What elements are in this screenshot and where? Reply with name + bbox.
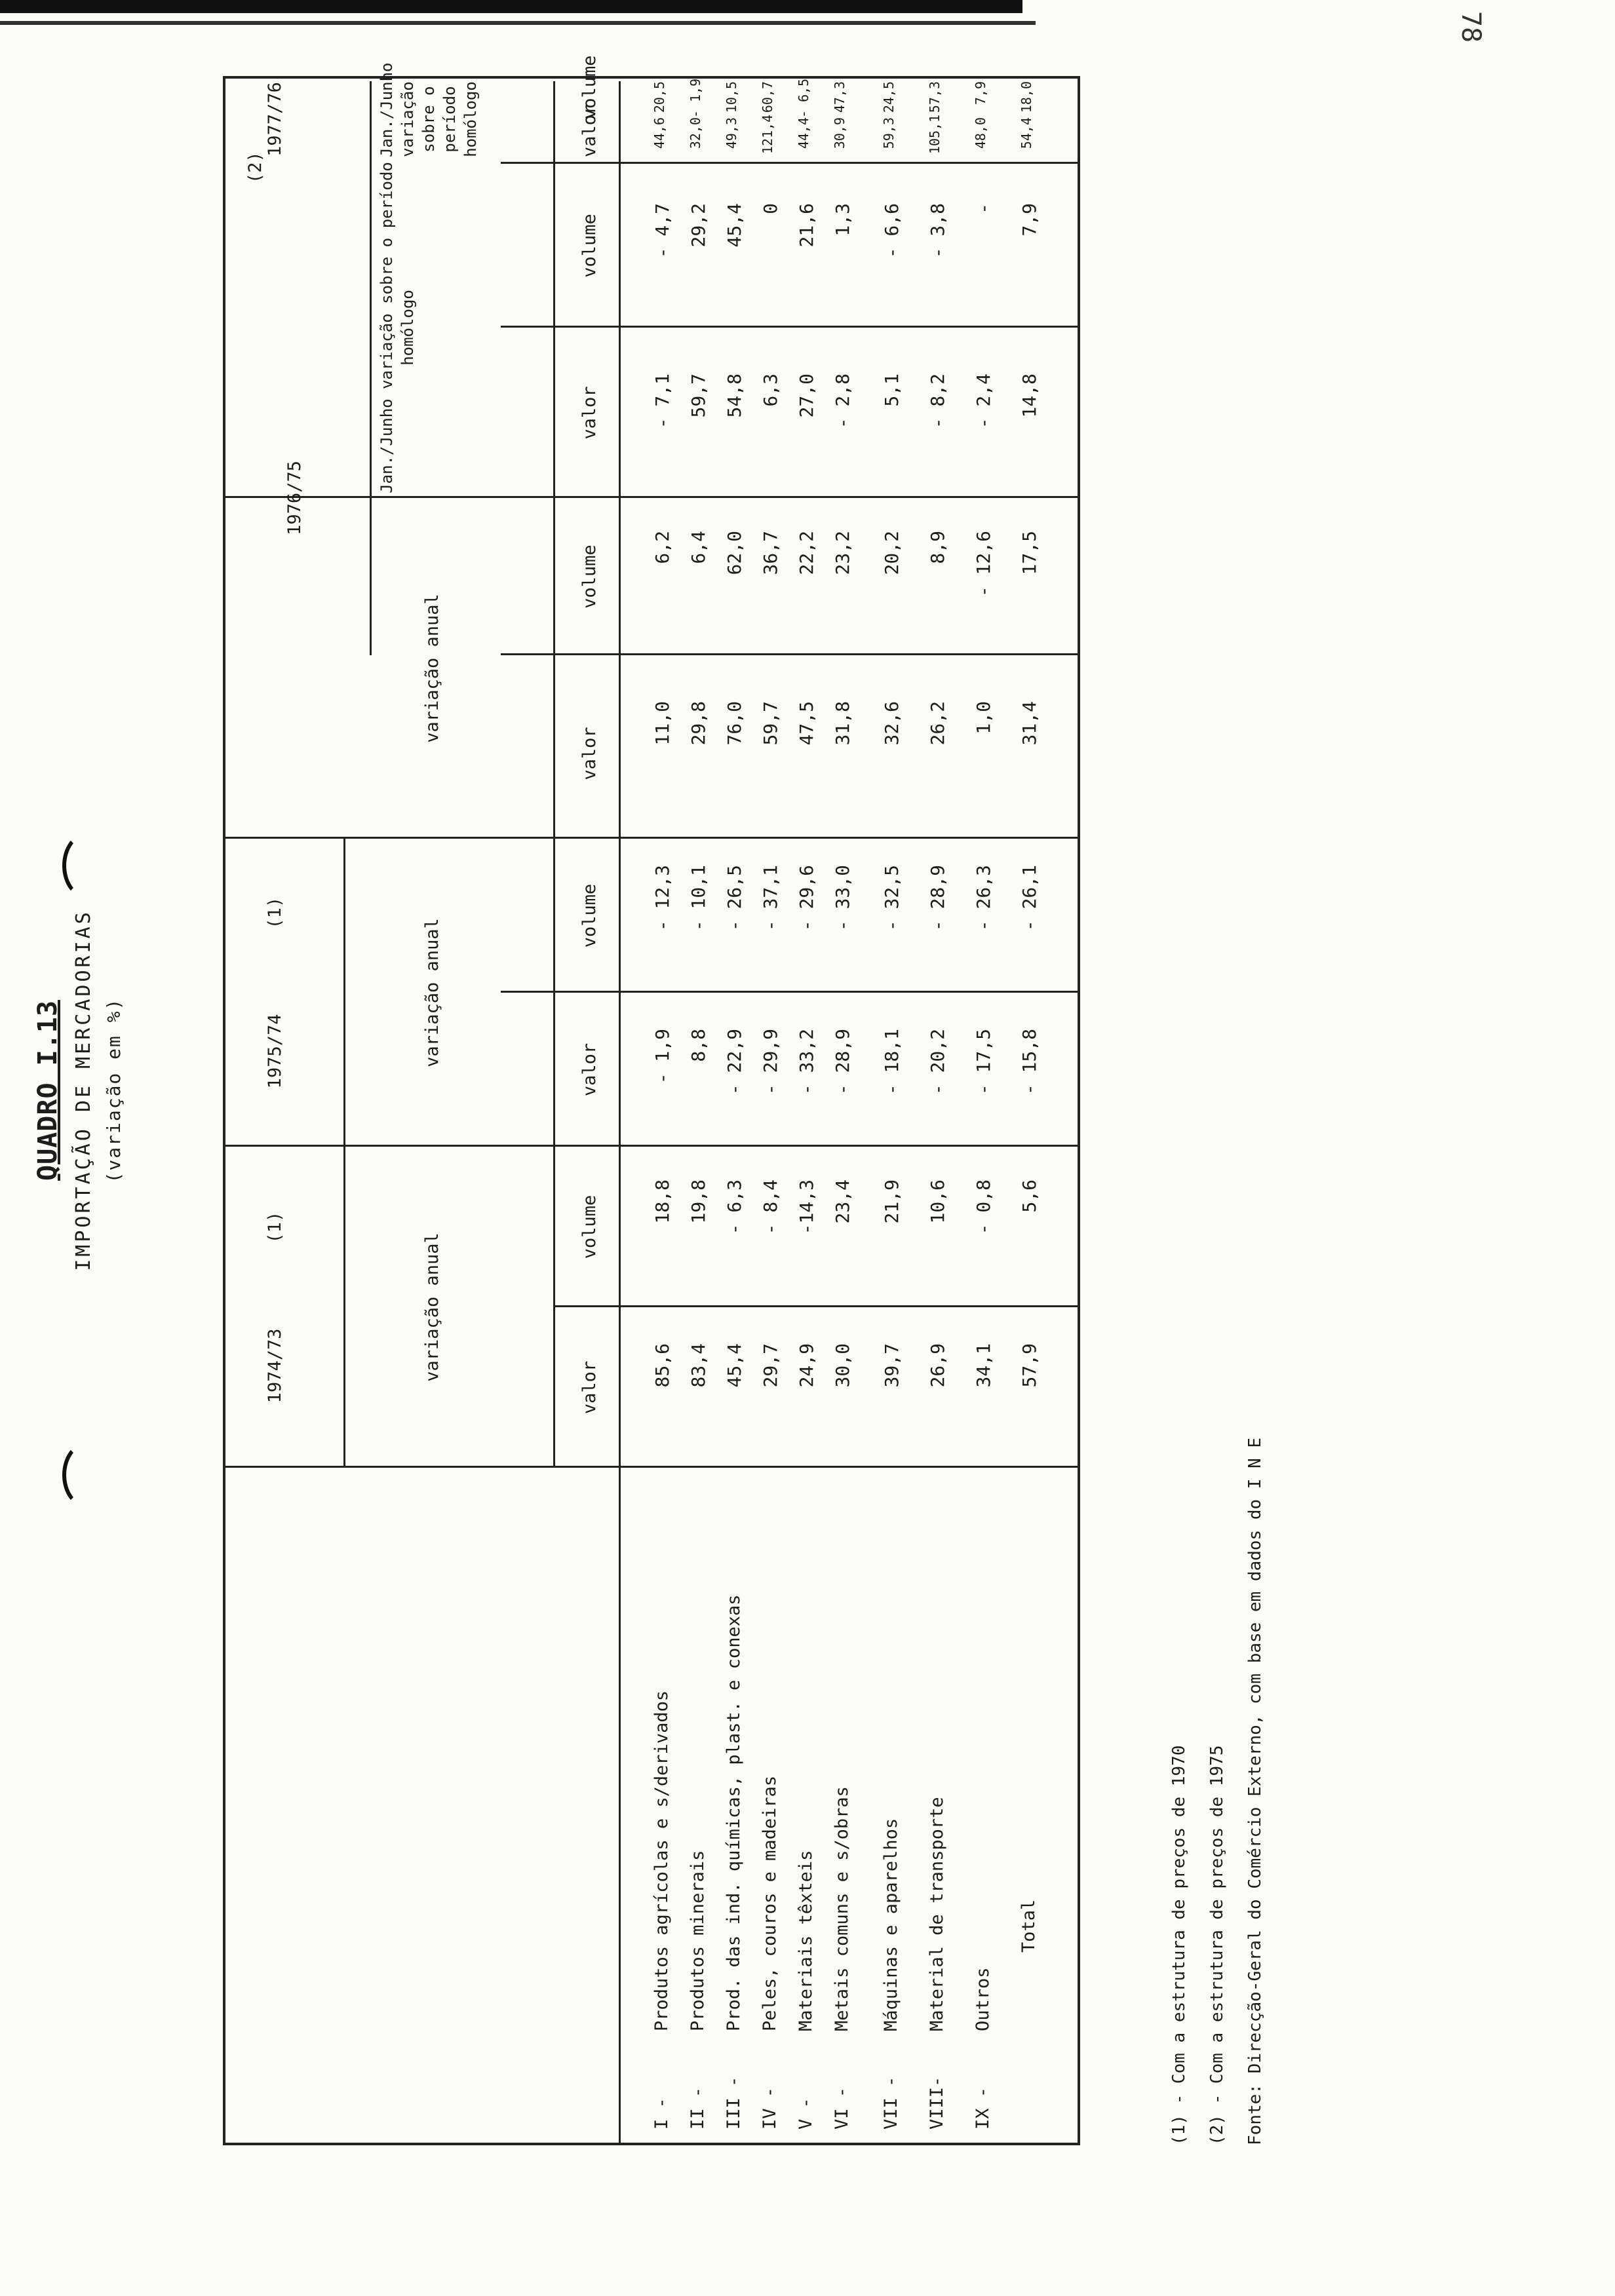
table-cell: 6,2 xyxy=(652,531,673,564)
page-title: QUADRO I.13 xyxy=(33,1000,63,1181)
table-cell: - 26,1 xyxy=(1019,865,1040,932)
row-number: II - xyxy=(688,2086,708,2130)
table-cell: 23,2 xyxy=(832,531,853,575)
table-cell: 24,5 xyxy=(881,81,897,113)
period-1977-76: 1977/76 xyxy=(265,82,285,157)
col-valor: valor xyxy=(579,104,600,157)
row-label xyxy=(927,1797,947,2130)
table-cell: 30,9 xyxy=(832,117,847,149)
table-cell: - 8,4 xyxy=(760,1179,781,1235)
table-cell: 29,7 xyxy=(760,1343,781,1388)
table-cell: 17,5 xyxy=(1019,531,1040,575)
row-label xyxy=(724,1595,744,2130)
table-cell: 49,3 xyxy=(724,117,739,149)
row-label xyxy=(881,1818,901,2130)
table-cell: - 17,5 xyxy=(973,1029,994,1096)
header-divider xyxy=(553,81,555,1468)
row-number: IX - xyxy=(973,2086,993,2130)
col-volume: volume xyxy=(579,55,600,119)
table-cell: - 6,3 xyxy=(724,1179,745,1235)
row-number: VII - xyxy=(881,2076,901,2130)
table-cell: - 7,1 xyxy=(652,373,673,429)
table-cell: 0 xyxy=(760,203,781,214)
table-cell: - 37,1 xyxy=(760,865,781,932)
col-valor: valor xyxy=(579,1043,600,1097)
table-cell: 10,6 xyxy=(927,1179,948,1224)
table-cell: 23,4 xyxy=(832,1179,853,1224)
table-cell: 60,7 xyxy=(760,81,775,113)
table-cell: - 26,3 xyxy=(973,865,994,932)
table-cell: 59,3 xyxy=(881,117,897,149)
table-cell: - 18,1 xyxy=(881,1029,903,1096)
table-cell: 8,9 xyxy=(927,531,948,564)
table-cell: 45,4 xyxy=(724,1343,745,1388)
table-cell: 19,8 xyxy=(688,1179,709,1224)
table-cell: 1,3 xyxy=(832,203,853,237)
column-divider xyxy=(225,496,1078,498)
table-cell: 121,4 xyxy=(760,114,775,154)
table-cell: 22,2 xyxy=(796,531,817,575)
column-divider xyxy=(225,837,1078,839)
table-cell: 27,0 xyxy=(796,373,817,418)
table-cell: - 6,6 xyxy=(881,203,903,259)
row-label xyxy=(973,1967,993,2130)
group-label: variação anual xyxy=(422,594,442,743)
table-cell: - 20,2 xyxy=(927,1029,948,1096)
table-cell: 29,2 xyxy=(688,203,709,248)
table-cell: 5,6 xyxy=(1019,1179,1040,1213)
table-cell: 26,2 xyxy=(927,701,948,746)
period-note: (2) xyxy=(245,151,265,183)
table-cell: - 15,8 xyxy=(1019,1029,1040,1096)
table-cell: - 22,9 xyxy=(724,1029,745,1096)
row-number: IV - xyxy=(760,2086,780,2130)
row-text: Materiais têxteis xyxy=(796,1850,816,2031)
footnotes xyxy=(1160,1438,1274,2145)
sub-column-divider xyxy=(553,1305,1078,1307)
header-bottom-line xyxy=(619,81,621,2143)
table-cell: 18,8 xyxy=(652,1179,673,1224)
table-cell: 14,8 xyxy=(1019,373,1040,418)
table-cell: - 0,8 xyxy=(973,1179,994,1235)
row-label xyxy=(832,1786,852,2130)
row-label xyxy=(760,1776,780,2130)
table-cell: - 33,2 xyxy=(796,1029,817,1096)
table-cell: 54,8 xyxy=(724,373,745,418)
table-cell: 20,2 xyxy=(881,531,903,575)
row-label xyxy=(652,1691,672,2130)
table-cell: 5,1 xyxy=(881,373,903,407)
page-number: 78 xyxy=(1456,10,1487,43)
row-label xyxy=(1019,1900,1039,2130)
table-cell: 83,4 xyxy=(688,1343,709,1388)
group-label: Jan./Junho variação sobre o período homólogo xyxy=(378,62,480,157)
table-cell: 8,8 xyxy=(688,1029,709,1062)
table-cell: 11,0 xyxy=(652,701,673,746)
table-cell: 29,8 xyxy=(688,701,709,746)
page-subtitle: IMPORTAÇÃO DE MERCADORIAS xyxy=(72,909,95,1271)
table-cell: - 4,7 xyxy=(652,203,673,259)
table-cell: 24,9 xyxy=(796,1343,817,1388)
row-text: Material de transporte xyxy=(927,1797,947,2031)
row-label xyxy=(796,1850,816,2130)
table-cell: 10,5 xyxy=(724,81,739,113)
table-cell: - 8,2 xyxy=(927,373,948,429)
table-cell: 32,6 xyxy=(881,701,903,746)
header-divider xyxy=(343,839,345,1468)
footnote-source: Fonte: Direcção-Geral do Comércio Externo, com base em dados do I N E xyxy=(1245,1437,1265,2145)
row-number: I - xyxy=(652,2097,672,2130)
table-cell: - 12,3 xyxy=(652,865,673,932)
table-cell: - 2,8 xyxy=(832,373,853,429)
header-divider xyxy=(370,81,372,655)
table-cell: 39,7 xyxy=(881,1343,903,1388)
group-label: variação anual xyxy=(422,1233,442,1382)
col-volume: volume xyxy=(579,214,600,278)
col-valor: valor xyxy=(579,727,600,780)
row-label xyxy=(688,1850,708,2130)
row-text: Peles, couros e madeiras xyxy=(760,1775,780,2031)
col-volume: volume xyxy=(579,545,600,609)
period-1976-75: 1976/75 xyxy=(284,461,305,535)
table-cell: 26,9 xyxy=(927,1343,948,1388)
table-cell: 54,4 xyxy=(1019,117,1034,149)
table-cell: - 33,0 xyxy=(832,865,853,932)
table-cell: - 12,6 xyxy=(973,531,994,598)
table-cell: - 28,9 xyxy=(927,865,948,932)
group-label: Jan./Junho variação sobre o período homólogo xyxy=(378,162,417,493)
table-cell: 32,0 xyxy=(688,117,703,149)
table-cell: 6,4 xyxy=(688,531,709,564)
table-cell: 34,1 xyxy=(973,1343,994,1388)
table-cell: 57,9 xyxy=(1019,1343,1040,1388)
table-cell: -14,3 xyxy=(796,1179,817,1235)
table-cell: 62,0 xyxy=(724,531,745,575)
data-table xyxy=(223,55,1080,2145)
table-cell: - 1,9 xyxy=(652,1029,673,1084)
table-cell: - 29,6 xyxy=(796,865,817,932)
table-cell: 6,3 xyxy=(760,373,781,407)
table-cell: - 28,9 xyxy=(832,1029,853,1096)
row-number: III - xyxy=(724,2076,744,2130)
table-cell: 47,3 xyxy=(832,81,847,113)
row-text: Produtos agrícolas e s/derivados xyxy=(652,1690,672,2031)
row-text: Máquinas e aparelhos xyxy=(881,1818,901,2031)
group-label: variação anual xyxy=(422,918,442,1067)
table-cell: 48,0 xyxy=(973,117,988,149)
row-text: Produtos minerais xyxy=(688,1850,708,2031)
table-cell: 44,6 xyxy=(652,117,667,149)
table-cell: 7,9 xyxy=(1019,203,1040,237)
row-number: V - xyxy=(796,2097,816,2130)
table-cell: 36,7 xyxy=(760,531,781,575)
table-cell: 20,5 xyxy=(652,81,667,113)
footnote: (1) - Com a estrutura de preços de 1970 xyxy=(1169,1745,1189,2145)
column-divider xyxy=(225,1145,1078,1147)
table-cell: - xyxy=(973,203,994,214)
unit-note: (variação em %) xyxy=(103,997,125,1183)
table-cell: 85,6 xyxy=(652,1343,673,1388)
table-cell: 59,7 xyxy=(760,701,781,746)
table-cell: 47,5 xyxy=(796,701,817,746)
footnote: (2) - Com a estrutura de preços de 1975 xyxy=(1207,1745,1227,2145)
table-cell: 7,9 xyxy=(973,81,988,105)
col-valor: valor xyxy=(579,386,600,440)
table-cell: 21,9 xyxy=(881,1179,903,1224)
table-cell: 44,4 xyxy=(796,117,811,149)
table-cell: 30,0 xyxy=(832,1343,853,1388)
table-cell: - 2,4 xyxy=(973,373,994,429)
table-cell: 59,7 xyxy=(688,373,709,418)
table-cell: 31,8 xyxy=(832,701,853,746)
table-cell: 18,0 xyxy=(1019,81,1034,113)
table-cell: 31,4 xyxy=(1019,701,1040,746)
title-block xyxy=(33,894,125,1287)
row-text: Outros xyxy=(973,1967,993,2031)
table-cell: 1,0 xyxy=(973,701,994,735)
table-cell: - 10,1 xyxy=(688,865,709,932)
row-text: Prod. das ind. químicas, plast. e conexas xyxy=(724,1594,744,2031)
table-cell: - 6,5 xyxy=(796,78,811,118)
table-cell: - 29,9 xyxy=(760,1029,781,1096)
table-cell: 105,1 xyxy=(927,114,943,154)
row-text: Total xyxy=(1019,1899,1039,1953)
table-cell: 45,4 xyxy=(724,203,745,248)
period-1975-74: 1975/74 (1) xyxy=(265,896,285,1089)
column-divider xyxy=(225,1466,1078,1468)
table-cell: - 1,9 xyxy=(688,78,703,118)
table-cell: - 26,5 xyxy=(724,865,745,932)
row-number: VI - xyxy=(832,2086,852,2130)
table-cell: - 3,8 xyxy=(927,203,948,259)
table-cell: 57,3 xyxy=(927,81,943,113)
table-cell: - 32,5 xyxy=(881,865,903,932)
row-text: Metais comuns e s/obras xyxy=(832,1786,852,2031)
period-1974-73: 1974/73 (1) xyxy=(265,1211,285,1404)
row-number: VIII- xyxy=(927,2076,947,2130)
table-cell: 21,6 xyxy=(796,203,817,248)
col-volume: volume xyxy=(579,883,600,948)
col-volume: volume xyxy=(579,1195,600,1259)
col-valor: valor xyxy=(579,1360,600,1415)
table-cell: 76,0 xyxy=(724,701,745,746)
